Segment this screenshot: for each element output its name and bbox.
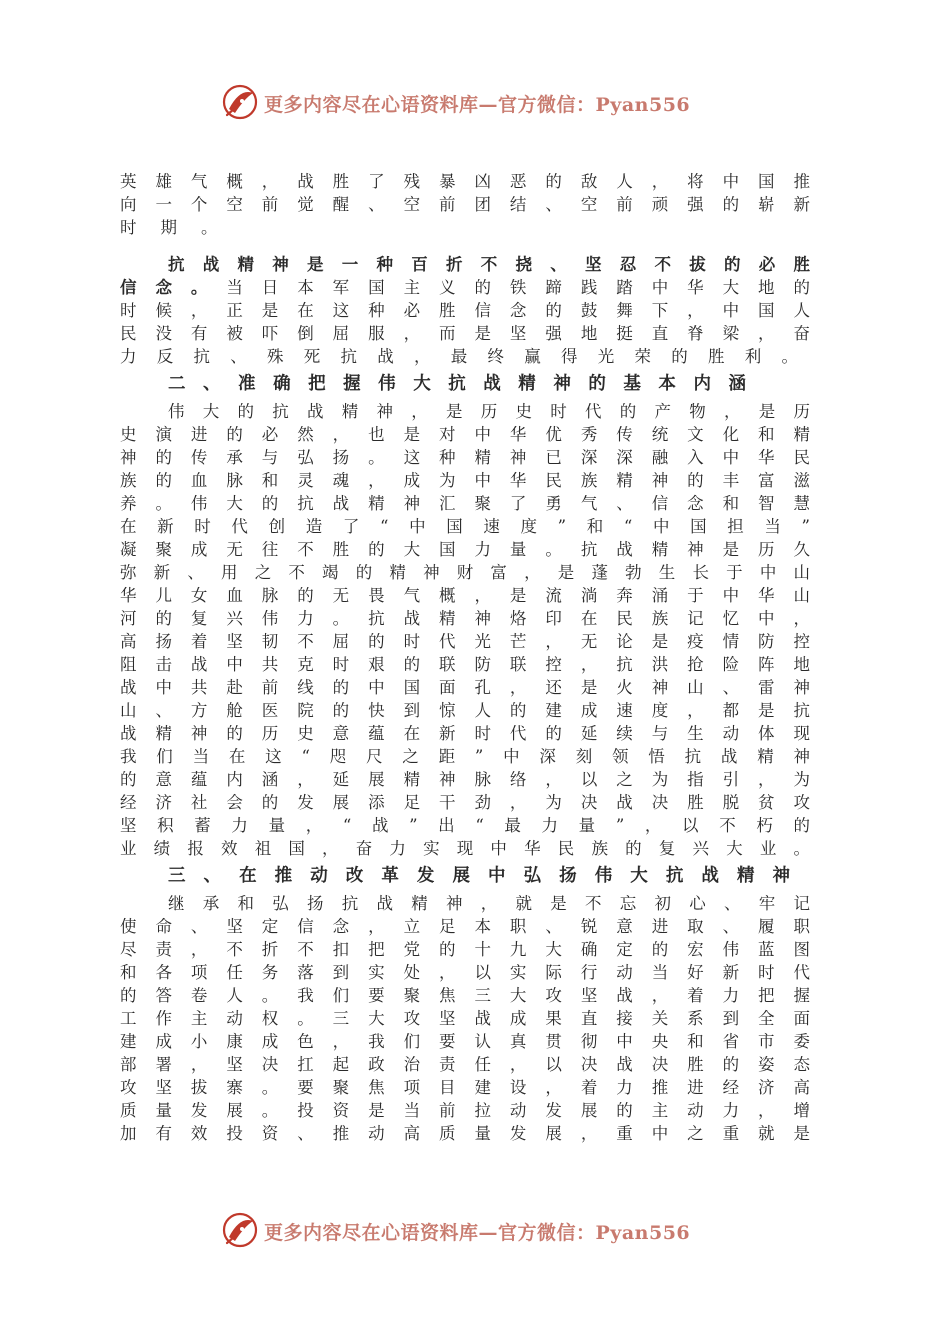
text-line: 的意蕴内涵，延展精神脉络，以之为指引，为 xyxy=(120,770,810,789)
text-line: 弥新、用之不竭的精神财富，是蓬勃生长于中山 xyxy=(120,563,810,582)
bold-lead-line: 抗战精神是一种百折不挠、坚忍不拔的必胜 xyxy=(168,255,810,274)
text-line: 部署，坚决扛起政治责任，以决战决胜的姿态 xyxy=(120,1055,810,1074)
text-line: 的答卷人。我们要聚焦三大攻坚战，着力把握 xyxy=(120,986,810,1005)
text-line: 族的血脉和灵魂，成为中华民族精神的丰富滋 xyxy=(120,471,810,490)
text-line: 阻击战中共克时艰的联防联控，抗洪抢险阵地 xyxy=(120,655,810,674)
text-line: 建成小康成色，我们要认真贯彻中央和省市委 xyxy=(120,1032,810,1051)
text-line: 时期。 xyxy=(120,218,242,237)
text-line: 质量发展。投资是当前拉动发展的主动力，增 xyxy=(120,1101,810,1120)
text-line: 力反抗、殊死抗战，最终赢得光荣的胜利。 xyxy=(120,347,798,366)
text-line: 工作主动权。三大攻坚战成果直接关系到全面 xyxy=(120,1009,810,1028)
text-line: 经济社会的发展添足干劲，为决战决胜脱贫攻 xyxy=(120,793,810,812)
text-line: 信念。当日本军国主义的铁蹄践踏中华大地的 xyxy=(120,278,810,297)
text-line: 神的传承与弘扬。这种精神已深深融入中华民 xyxy=(120,448,810,467)
watermark-text: 更多内容尽在心语资料库—官方微信：Pyan556 xyxy=(264,1222,691,1244)
text-line: 继承和弘扬抗战精神，就是不忘初心、牢记 xyxy=(168,894,810,913)
pen-nib-logo-icon xyxy=(220,1210,260,1250)
text-line: 华儿女血脉的无畏气概，是流淌奔涌于中华山 xyxy=(120,586,810,605)
text-line: 加有效投资、推动高质量发展，重中之重就是 xyxy=(120,1124,810,1143)
section-heading-2: 二、准确把握伟大抗战精神的基本内涵 xyxy=(168,374,746,394)
text-line: 养。伟大的抗战精神汇聚了勇气、信念和智慧 xyxy=(120,494,810,513)
bold-lead-end: 信念。 xyxy=(120,278,227,297)
text-line: 我们当在这“咫尺之距”中深刻领悟抗战精神 xyxy=(120,747,810,766)
text-line: 和各项任务落到实处，以实际行动当好新时代 xyxy=(120,963,810,982)
text-line: 攻坚拔寨。要聚焦项目建设，着力推进经济高 xyxy=(120,1078,810,1097)
section-heading-3: 三、在推动改革发展中弘扬伟大抗战精神 xyxy=(168,866,790,886)
text-line: 使命、坚定信念，立足本职、锐意进取、履职 xyxy=(120,917,810,936)
text-line: 凝聚成无往不胜的大国力量。抗战精神是历久 xyxy=(120,540,810,559)
watermark-banner-bottom xyxy=(0,1210,950,1254)
text-line: 坚积蓄力量，“战”出“最力量”，以不朽的 xyxy=(120,816,810,835)
pen-nib-logo-icon xyxy=(220,82,260,122)
text-line: 向一个空前觉醒、空前团结、空前顽强的崭新 xyxy=(120,195,810,214)
text-line: 战中共赴前线的中国面孔，还是火神山、雷神 xyxy=(120,678,810,697)
watermark-banner-top xyxy=(0,82,950,126)
text-line: 高扬着坚韧不屈的时代光芒，无论是疫情防控 xyxy=(120,632,810,651)
text-line: 战精神的历史意蕴在新时代的延续与生动体现 xyxy=(120,724,810,743)
text-line: 在新时代创造了“中国速度”和“中国担当” xyxy=(120,517,810,536)
document-body xyxy=(120,170,810,1145)
text-line: 时候，正是在这种必胜信念的鼓舞下，中国人 xyxy=(120,301,810,320)
text-line: 业绩报效祖国，奋力实现中华民族的复兴大业。 xyxy=(120,839,810,858)
text-line: 尽责，不折不扣把党的十九大确定的宏伟蓝图 xyxy=(120,940,810,959)
text-line: 民没有被吓倒屈服，而是坚强地挺直脊梁，奋 xyxy=(120,324,810,343)
text-line: 英雄气概，战胜了残暴凶恶的敌人，将中国推 xyxy=(120,172,810,191)
text-line: 史演进的必然，也是对中华优秀传统文化和精 xyxy=(120,425,810,444)
text-line: 伟大的抗战精神，是历史时代的产物，是历 xyxy=(168,402,810,421)
watermark-text: 更多内容尽在心语资料库—官方微信：Pyan556 xyxy=(264,94,691,116)
text-line: 山、方舱医院的快到惊人的建成速度，都是抗 xyxy=(120,701,810,720)
text-line: 河的复兴伟力。抗战精神烙印在民族记忆中， xyxy=(120,609,810,628)
